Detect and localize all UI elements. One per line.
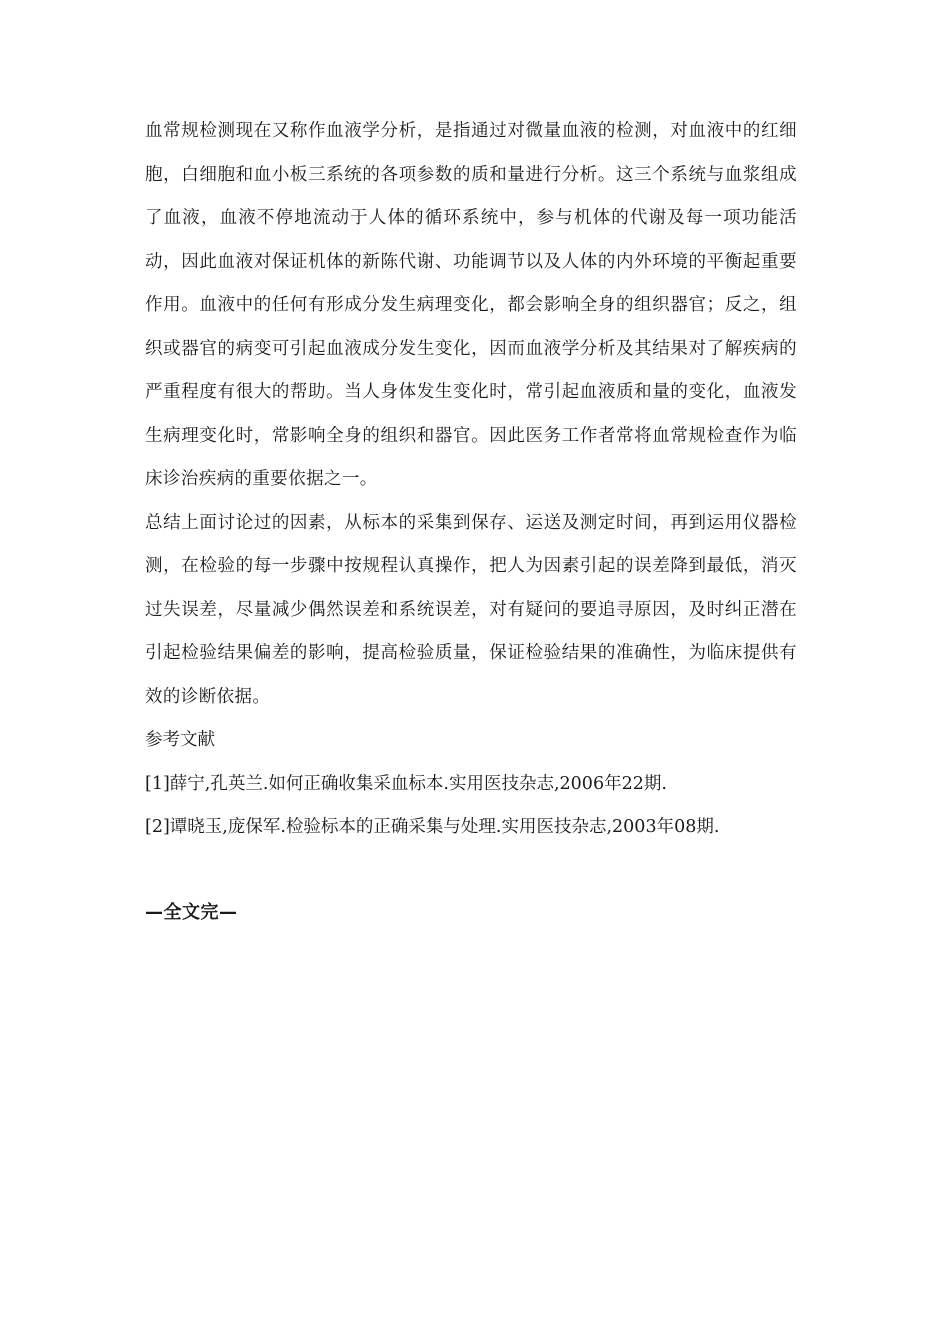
paragraph-summary: 总结上面讨论过的因素，从标本的采集到保存、运送及测定时间，再到运用仪器检测，在检验的每一步骤中按规程认真操作，把人为因素引起的误差降到最低，消灭过失误差，尽量减少偶然误差和系统误差，对有疑问的要追寻原因，及时纠正潜在引起检验结果偏差的影响，提高检验质量，保证检验结果的准确性，为临床提供有效的诊断依据。 (145, 512, 797, 707)
references-heading: 参考文献 (145, 730, 215, 750)
paragraph-blood-routine: 血常规检测现在又称作血液学分析，是指通过对微量血液的检测，对血液中的红细胞，白细胞和血小板三系统的各项参数的质和量进行分析。这三个系统与血浆组成了血液，血液不停地流动于人体的循环系统中，参与机体的代谢及每一项功能活动，因此血液对保证机体的新陈代谢、功能调节以及人体的内外环境的平衡起重要作用。血液中的任何有形成分发生病理变化，都会影响全身的组织器官；反之，组织或器官的病变可引起血液成分发生变化，因而血液学分析及其结果对了解疾病的严重程度有很大的帮助。当人身体发生变化时，常引起血液质和量的变化，血液发生病理变化时，常影响全身的组织和器官。因此医务工作者常将血常规检查作为临床诊治疾病的重要依据之一。 (145, 121, 797, 489)
reference-item-2: [2]谭晓玉,庞保军.检验标本的正确采集与处理.实用医技杂志,2003年08期. (145, 817, 720, 837)
reference-item-1: [1]薛宁,孔英兰.如何正确收集采血标本.实用医技杂志,2006年22期. (145, 773, 667, 794)
end-of-text-mark: —全文完— (145, 902, 238, 923)
document-body (145, 110, 797, 850)
